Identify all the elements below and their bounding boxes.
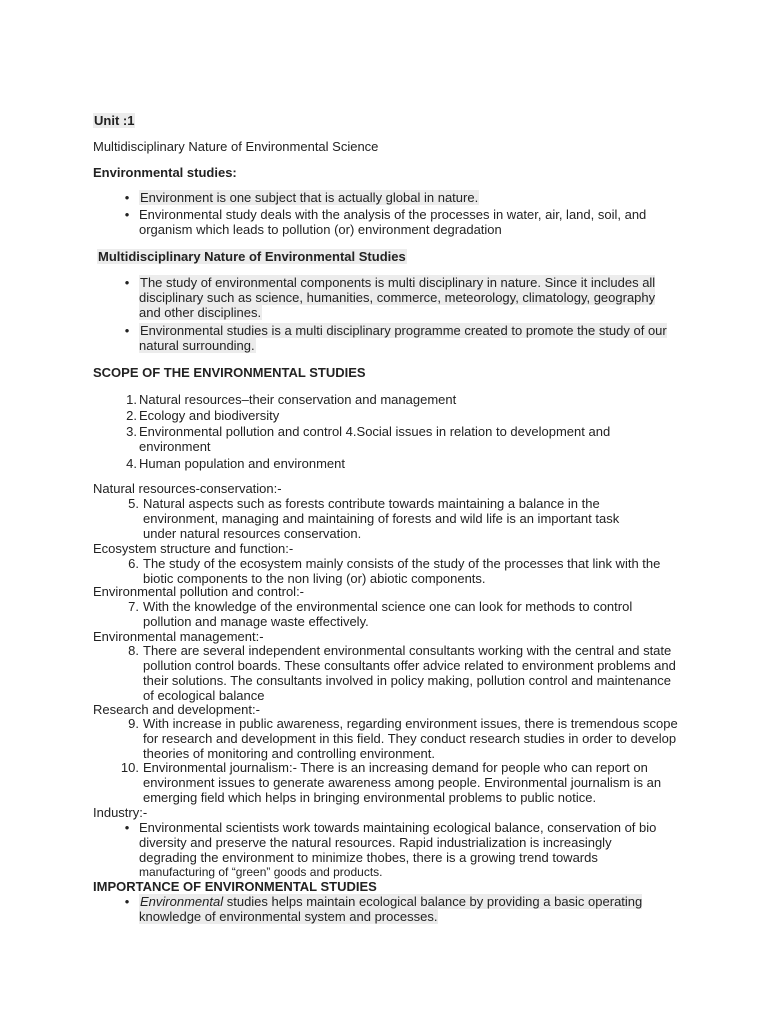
bullet-icon: • xyxy=(124,207,130,222)
list-item: • Environmental studies helps maintain ecological balance by providing a basic operating knowledge of environmental system and processes. xyxy=(139,894,669,924)
bullet-icon: • xyxy=(124,323,130,338)
list-item: 10. Environmental journalism:- There is an increasing demand for people who can report on environment issues to generate awareness among people. Environmental journalism is an emerging field which helps in bringing environmental problems to public notice. xyxy=(120,760,662,805)
detail-label: Ecosystem structure and function:- xyxy=(93,541,294,556)
list-item: • The study of environmental components is multi disciplinary in nature. Since it includes all disciplinary such as science, humanities, commerce, meteorology, climatology, geography and other disciplines. xyxy=(139,275,669,320)
list-item: 7. With the knowledge of the environmental science one can look for methods to control pollution and manage waste effectively. xyxy=(128,599,633,629)
section-heading-environmental-studies: Environmental studies: xyxy=(93,165,237,180)
bullet-icon: • xyxy=(124,275,130,290)
list-item: 8. There are several independent environmental consultants working with the central and state pollution control boards. These consultants offer advice related to environment problems and their solutions. The consultants involved in policy making, pollution control and maintenance of ecological balance xyxy=(128,643,676,703)
industry-bullet-tail: manufacturing of “green” goods and products. xyxy=(139,865,383,879)
list-item: 5. Natural aspects such as forests contribute towards maintaining a balance in the environment, managing and maintaining of forests and wild life is an important task under natural resources conservation. xyxy=(128,496,620,541)
detail-label: Environmental pollution and control:- xyxy=(93,584,305,599)
list-item: 1. Natural resources–their conservation and management xyxy=(126,392,457,407)
bullet-icon: • xyxy=(124,894,130,909)
document-subtitle: Multidisciplinary Nature of Environmental Science xyxy=(93,139,379,154)
detail-label: Research and development:- xyxy=(93,702,260,717)
section-heading-scope: SCOPE OF THE ENVIRONMENTAL STUDIES xyxy=(93,365,366,380)
list-item: 3. Environmental pollution and control 4.Social issues in relation to development and environment xyxy=(126,424,611,454)
section-heading-importance: IMPORTANCE OF ENVIRONMENTAL STUDIES xyxy=(93,879,377,894)
list-item: • Environmental study deals with the analysis of the processes in water, air, land, soil, and organism which leads to pollution (or) environment degradation xyxy=(139,207,679,237)
list-item: 6. The study of the ecosystem mainly consists of the study of the processes that link with the biotic components to the non living (or) abiotic components. xyxy=(128,556,661,586)
list-item: 2. Ecology and biodiversity xyxy=(126,408,280,423)
detail-label: Natural resources-conservation:- xyxy=(93,481,282,496)
unit-title: Unit :1 xyxy=(94,113,135,128)
list-item: • Environmental scientists work towards maintaining ecological balance, conservation of bio diversity and preserve the natural resources. Rapid industrialization is increasingly degrading the environment to minimize thobes, there is a growing trend towards xyxy=(139,820,664,865)
list-item: • Environment is one subject that is actually global in nature. xyxy=(139,190,679,205)
section-heading-multidisciplinary: Multidisciplinary Nature of Environmental Studies xyxy=(98,249,406,264)
list-item: 9. With increase in public awareness, regarding environment issues, there is tremendous scope for research and development in this field. They conduct research studies in order to develop theories of monitoring and controlling environment. xyxy=(128,716,678,761)
detail-label: Environmental management:- xyxy=(93,629,264,644)
list-item: 4. Human population and environment xyxy=(126,456,345,471)
list-item: • Environmental studies is a multi disciplinary programme created to promote the study of our natural surrounding. xyxy=(139,323,674,353)
detail-label-industry: Industry:- xyxy=(93,805,148,820)
bullet-icon: • xyxy=(124,820,130,835)
bullet-icon: • xyxy=(124,190,130,205)
